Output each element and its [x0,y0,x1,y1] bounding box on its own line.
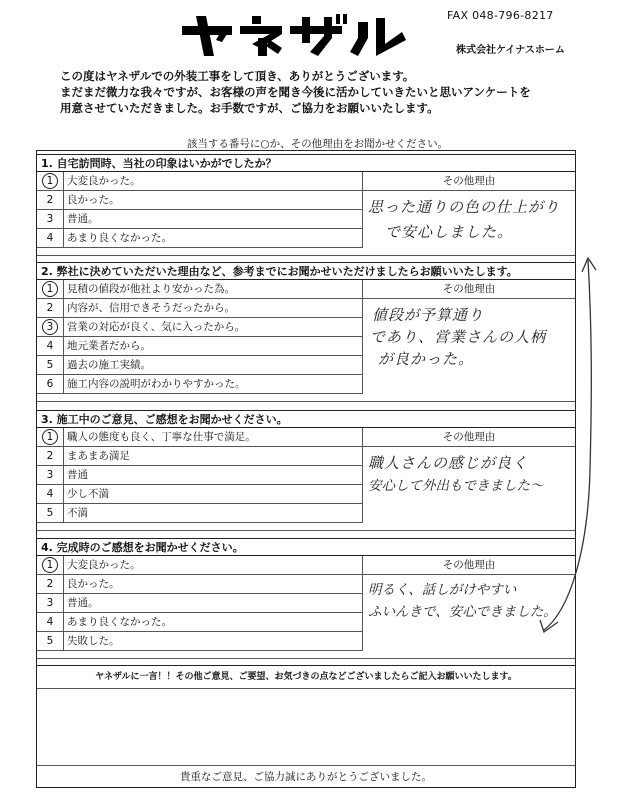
option-number: 4 [37,485,64,504]
option-row[interactable] [37,632,362,651]
option-number: 1 [37,172,64,191]
option-number: 4 [37,337,64,356]
option-row[interactable] [37,485,362,504]
option-row[interactable] [37,556,362,575]
section-gap [37,248,575,256]
option-row[interactable] [37,375,362,394]
handwritten-reason: ふいんきで、安心できました。 [368,604,557,620]
comment-heading: ヤネザルに一言！！その他ご意見、ご要望、お気づきの点などございましたらご記入お願いいたします。 [37,665,575,689]
section-gap [37,651,575,659]
option-number: 3 [37,318,64,337]
option-text: 職人の態度も良く、丁寧な仕事で満足。 [67,431,256,443]
selection-circle [42,319,58,335]
intro-line: この度はヤネザルでの外装工事をして頂き、ありがとうございます。 [60,69,415,83]
option-number: 1 [37,428,64,447]
option-row[interactable] [37,210,362,229]
question-1-heading: 1. 自宅訪問時、当社の印象はいかがでしたか？ [37,154,575,172]
section-gap [37,394,575,402]
instruction-text: 該当する番号に○か、その他理由をお聞かせください。 [186,138,449,150]
handwritten-reason: であり、営業さんの人柄 [370,328,547,346]
handwritten-reason: 職人さんの感じが良く [368,454,529,472]
section-gap [37,523,575,531]
option-number: 1 [37,556,64,575]
option-row[interactable] [37,172,362,191]
option-text: 施工内容の説明がわかりやすかった。 [67,378,246,390]
handwritten-reason: が良かった。 [378,350,475,368]
option-text: 営業の対応が良く、気に入ったから。 [67,321,246,333]
option-number: 2 [37,191,64,210]
option-text: 失敗した。 [67,635,120,647]
intro-message [60,68,580,116]
option-text: 地元業者だから。 [67,340,151,352]
reason-label: その他理由 [362,172,575,191]
intro-line: まだまだ微力な我々ですが、お客様の声を聞き今後に活かしていきたいと思いアンケートを [60,85,531,99]
option-number: 2 [37,447,64,466]
option-number: 5 [37,504,64,523]
option-number: 5 [37,632,64,651]
thanks-message: 貴重なご意見、ご協力誠にありがとうございました。 [37,765,575,788]
option-row[interactable] [37,466,362,485]
question-4-heading: 4. 完成時のご感想をお聞かせください。 [37,538,575,556]
reason-label: その他理由 [362,428,575,447]
option-text: 良かった。 [67,578,120,590]
selection-circle [42,429,58,445]
option-row[interactable] [37,191,362,210]
option-text: 良かった。 [67,194,120,206]
selection-circle [42,173,58,189]
option-row[interactable] [37,280,362,299]
option-text: まあまあ満足 [67,450,130,462]
option-text: あまり良くなかった。 [67,232,172,244]
option-text: 大変良かった。 [67,175,141,187]
option-row[interactable] [37,447,362,466]
option-row[interactable] [37,318,362,337]
option-number: 3 [37,594,64,613]
selection-circle [42,557,58,573]
option-text: 見積の値段が他社より安かった為。 [67,283,235,295]
option-text: 普通。 [67,597,99,609]
option-row[interactable] [37,428,362,447]
reason-label: その他理由 [362,556,575,575]
question-3-heading: 3. 施工中のご意見、ご感想をお聞かせください。 [37,410,575,428]
option-text: 内容が、信用できそうだったから。 [67,302,235,314]
yanezaru-logo [178,14,408,58]
reason-label: その他理由 [362,280,575,299]
option-number: 6 [37,375,64,394]
option-text: 少し不満 [67,488,109,500]
option-number: 2 [37,575,64,594]
option-row[interactable] [37,504,362,523]
option-row[interactable] [37,299,362,318]
option-row[interactable] [37,337,362,356]
option-row[interactable] [37,575,362,594]
option-row[interactable] [37,594,362,613]
option-number: 4 [37,229,64,248]
option-text: 普通 [67,469,88,481]
option-row[interactable] [37,356,362,375]
option-number: 3 [37,210,64,229]
handwritten-reason: で安心しました。 [385,223,514,241]
handwritten-reason: 明るく、話しがけやすい [368,582,517,598]
comment-area[interactable] [37,687,575,765]
handwritten-reason: 思った通りの色の仕上がり [368,198,561,216]
fax-number: FAX 048-796-8217 [447,9,554,22]
option-row[interactable] [37,229,362,248]
option-text: 不満 [67,507,88,519]
selection-circle [42,281,58,297]
company-name: 株式会社ケイナスホーム [456,45,565,56]
option-number: 2 [37,299,64,318]
option-number: 3 [37,466,64,485]
option-number: 5 [37,356,64,375]
handwritten-arrow-icon [530,250,602,640]
handwritten-reason: 値段が予算通り [372,306,485,324]
intro-line: 用意させていただきました。お手数ですが、ご協力をお願いいたします。 [60,101,439,115]
option-text: 過去の施工実績。 [67,359,151,371]
option-row[interactable] [37,613,362,632]
option-text: あまり良くなかった。 [67,616,172,628]
option-text: 普通。 [67,213,99,225]
question-2-heading: 2. 弊社に決めていただいた理由など、参考までにお聞かせいただけましたらお願いいたします。 [37,262,575,280]
handwritten-reason: 安心して外出もできました～ [368,478,544,494]
option-text: 大変良かった。 [67,559,141,571]
option-number: 1 [37,280,64,299]
option-number: 4 [37,613,64,632]
